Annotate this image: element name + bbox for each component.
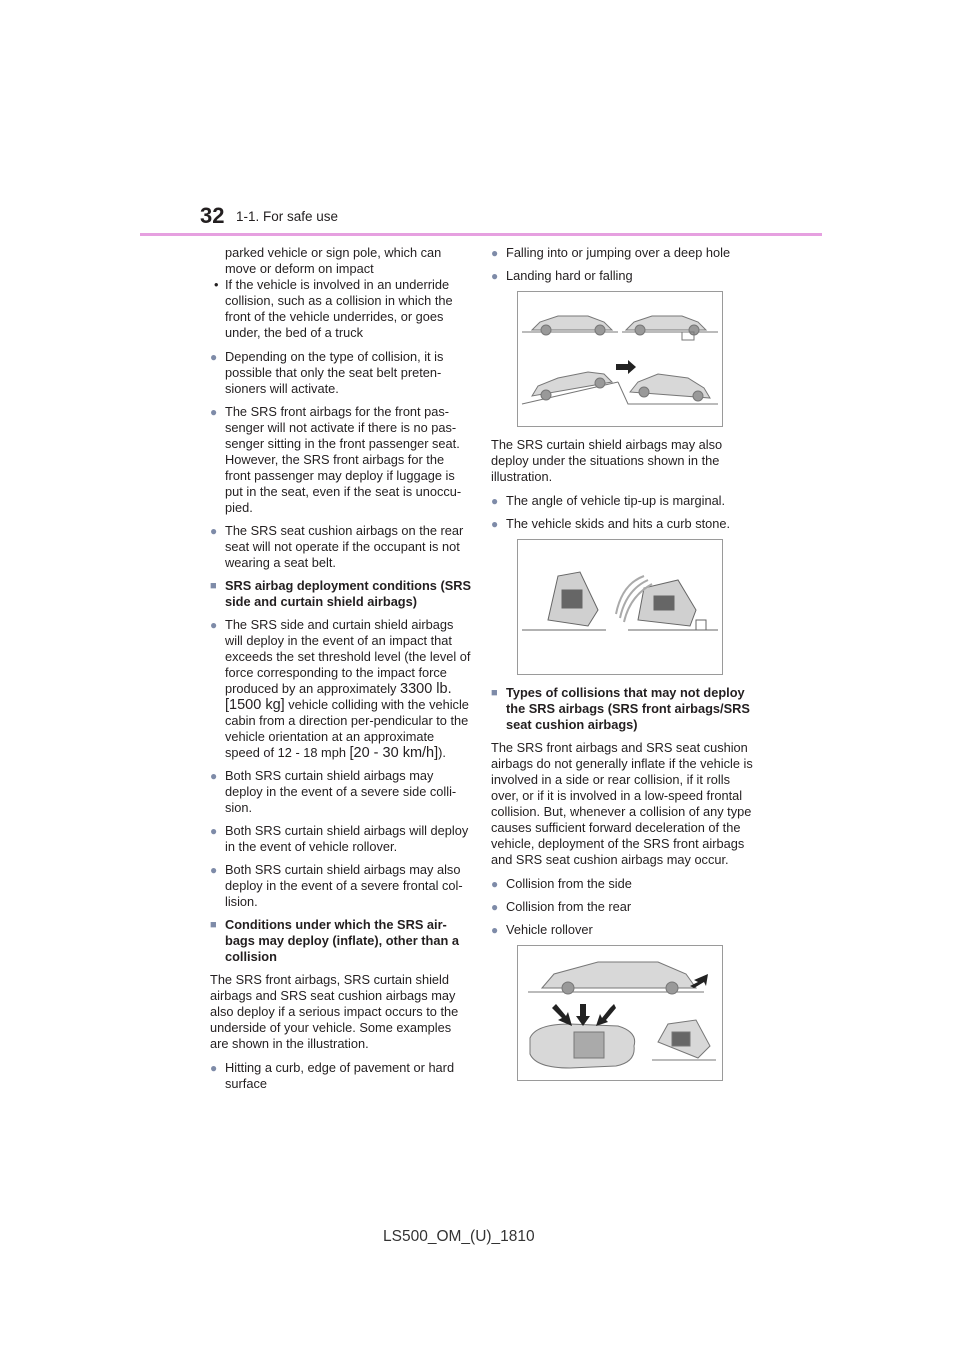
bullet-marker: ● [491, 923, 499, 937]
bullet-marker: ● [210, 350, 218, 364]
header-rule [140, 233, 822, 236]
bullet-severe-side [210, 768, 472, 816]
bullet-text: The SRS front airbags for the front pas-senger will not activate if there is no pas-senger sitting in the front passenger seat. However, the SRS front airbags for the front passenger may deploy if luggage is put in the seat, even if the seat is unoccu-pied. [225, 404, 462, 515]
paragraph-underside-impact: The SRS front airbags, SRS curtain shield airbags and SRS seat cushion airbags may also deploy if a serious impact occurs to the underside of your vehicle. Some examples are shown in the illustration. [210, 972, 459, 1051]
sub-bullet-underride [210, 277, 472, 341]
paragraph-no-deploy: The SRS front airbags and SRS seat cushion airbags do not generally inflate if the vehicle is involved in a side or rear collision, if it rolls over, or if it is involved in a low-speed frontal collision. But, whenever a collision of any type causes sufficient forward deceleration of the vehicle, deployment of the SRS front airbags and SRS seat cushion airbags may occur. [491, 740, 753, 867]
sub-bullet-text: If the vehicle is involved in an underride collision, such as a collision in which the front of the vehicle underrides, or goes under, the bed of a truck [225, 277, 453, 340]
heading-text: SRS airbag deployment conditions (SRS side and curtain shield airbags) [225, 578, 472, 609]
heading-marker: ■ [210, 580, 217, 592]
speed-value: [20 - 30 km/h] [349, 745, 439, 761]
heading-side-curtain-conditions [210, 578, 472, 610]
bullet-side-curtain-deploy [210, 617, 472, 761]
bullet-marker: ● [210, 824, 218, 838]
paragraph-curtain-situations: The SRS curtain shield airbags may also deploy under the situations shown in the illustration. [491, 437, 723, 484]
text-part: The SRS side and curtain shield airbags will deploy in the event of an impact that exceeds the set threshold level (the level of force corresponding to the impact force produced by an approximately [225, 617, 471, 696]
heading-text: Conditions under which the SRS air-bags may deploy (inflate), other than a collision [225, 917, 459, 964]
bullet-marker: ● [210, 524, 218, 538]
bullet-deep-hole [491, 245, 753, 261]
bullet-marker: ● [210, 618, 218, 632]
bullet-text: The SRS seat cushion airbags on the rear seat will not operate if the occupant is not wearing a seat belt. [225, 523, 464, 570]
bullet-curb-stone [491, 516, 753, 532]
heading-marker: ■ [491, 687, 498, 699]
bullet-text: Collision from the side [506, 876, 632, 891]
heading-no-deploy-types [491, 685, 753, 733]
bullet-text: Falling into or jumping over a deep hole [506, 245, 731, 260]
bullet-text: Depending on the type of collision, it is possible that only the seat belt preten-sioners will activate. [225, 349, 444, 396]
footer-code: LS500_OM_(U)_1810 [383, 1228, 535, 1245]
illustration-tip-up-skid [517, 539, 723, 675]
section-title: 1-1. For safe use [236, 209, 339, 224]
text-part: vehicle colliding with the vehicle cabin from a direction per-pendicular to the vehicle orientation at an approximate speed of 12 - 18 mph [225, 697, 469, 760]
right-column [491, 245, 753, 1091]
heading-marker: ■ [210, 919, 217, 931]
sub-bullet-marker: • [214, 277, 219, 292]
bullet-marker: ● [491, 269, 499, 283]
left-column [210, 245, 472, 1099]
bullet-text: Both SRS curtain shield airbags may also deploy in the event of a severe frontal col-lision. [225, 862, 463, 909]
bullet-text: Both SRS curtain shield airbags will deploy in the event of vehicle rollover. [225, 823, 469, 854]
bullet-seat-cushion [210, 523, 472, 571]
bullet-marker: ● [491, 494, 499, 508]
bullet-marker: ● [210, 769, 218, 783]
page-number: 32 [200, 203, 225, 228]
bullet-text: Collision from the rear [506, 899, 632, 914]
bullet-marker: ● [491, 517, 499, 531]
bullet-text: Vehicle rollover [506, 922, 593, 937]
bullet-marker: ● [210, 863, 218, 877]
bullet-hitting-curb [210, 1060, 472, 1092]
heading-other-conditions [210, 917, 472, 965]
illustration-collision-types [517, 945, 723, 1081]
bullet-tip-up [491, 493, 753, 509]
bullet-marker: ● [491, 900, 499, 914]
bullet-text: The angle of vehicle tip-up is marginal. [506, 493, 726, 508]
bullet-pretensioners [210, 349, 472, 397]
bullet-rollover [210, 823, 472, 855]
bullet-text [225, 617, 470, 760]
bullet-landing-hard [491, 268, 753, 284]
bullet-vehicle-rollover [491, 922, 753, 938]
bullet-text: The vehicle skids and hits a curb stone. [506, 516, 731, 531]
bullet-severe-frontal [210, 862, 472, 910]
bullet-side-collision [491, 876, 753, 892]
bullet-rear-collision [491, 899, 753, 915]
continued-text: parked vehicle or sign pole, which can move or deform on impact [225, 245, 442, 276]
bullet-text: Both SRS curtain shield airbags may deploy in the event of a severe side colli-sion. [225, 768, 457, 815]
bullet-marker: ● [491, 246, 499, 260]
bullet-marker: ● [210, 1061, 218, 1075]
weight-value: 3300 lb. [1500 kg] [225, 681, 452, 713]
bullet-text: Hitting a curb, edge of pavement or hard surface [225, 1060, 455, 1091]
bullet-marker: ● [491, 877, 499, 891]
illustration-underside-impacts [517, 291, 723, 427]
text-part: ). [438, 745, 446, 760]
bullet-text: Landing hard or falling [506, 268, 633, 283]
heading-text: Types of collisions that may not deploy the SRS airbags (SRS front airbags/SRS seat cushion airbags) [506, 685, 750, 732]
bullet-front-passenger [210, 404, 472, 516]
bullet-marker: ● [210, 405, 218, 419]
